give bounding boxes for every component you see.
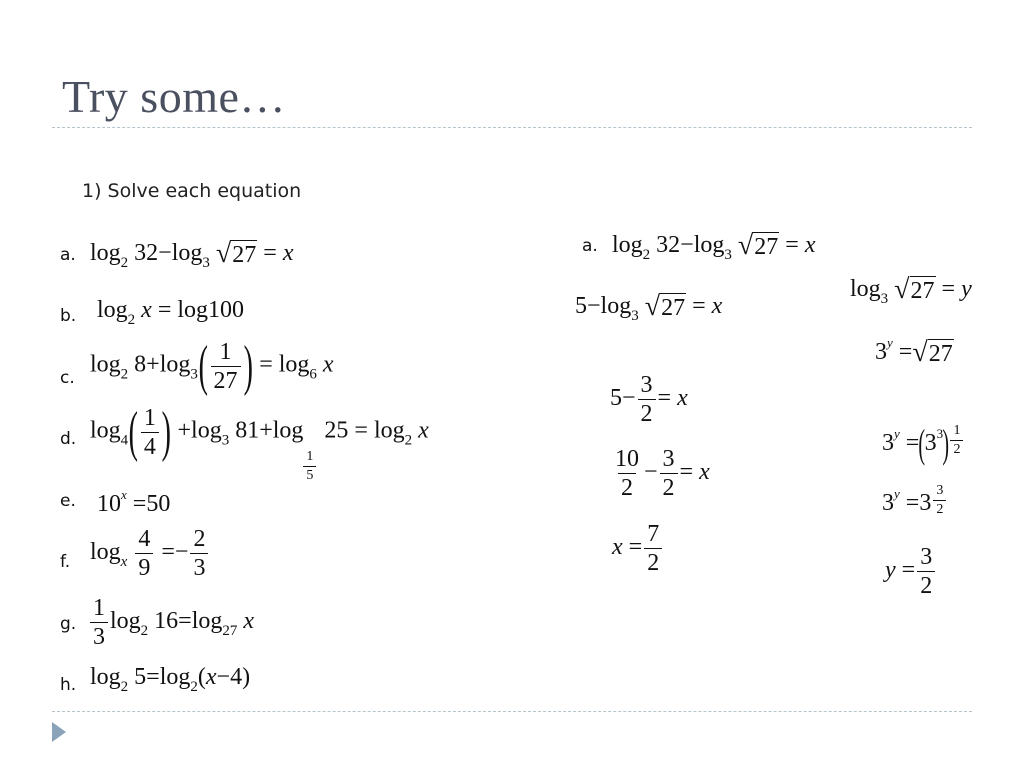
eq-text: x — [322, 351, 334, 378]
eq-text: 2 — [120, 255, 129, 271]
eq-text: 2 — [638, 399, 656, 426]
eq-text: 1 — [306, 448, 314, 464]
eq-text: 27 — [754, 234, 779, 260]
eq-text: − — [680, 232, 694, 258]
eq-text: 5 — [610, 385, 622, 412]
eq-text: 32 — [134, 240, 159, 266]
bullet-arrow-icon — [52, 722, 66, 742]
equation-c — [90, 335, 334, 397]
fraction — [612, 447, 642, 500]
solution-step-3 — [610, 373, 688, 426]
eq-text: 2 — [642, 247, 651, 263]
eq-text: log — [600, 293, 632, 319]
fraction — [660, 447, 678, 500]
eq-text: 7 — [647, 521, 660, 547]
top-divider — [52, 127, 972, 128]
eq-text: 3 — [640, 372, 653, 398]
eq-text: x — [699, 459, 710, 486]
eq-text: 32 — [656, 232, 681, 258]
eq-text: y — [894, 426, 900, 441]
eq-text: 27 — [232, 242, 257, 268]
eq-text: − — [158, 240, 172, 266]
eq-text: 3 — [202, 255, 210, 271]
eq-text: + — [177, 417, 192, 444]
bottom-divider — [52, 711, 972, 712]
eq-text: = — [898, 339, 913, 365]
eq-text: 3 — [90, 622, 108, 649]
eq-text: 27 — [910, 278, 935, 304]
eq-text: 3 — [190, 553, 208, 580]
eq-text: ( — [197, 664, 206, 690]
eq-text: = — [901, 557, 916, 584]
side-step-4 — [882, 484, 948, 517]
eq-text: = — [785, 232, 799, 258]
eq-text: + — [146, 351, 160, 378]
sqrt: √ 27 — [912, 337, 953, 368]
slide-title: Try some… — [62, 71, 286, 122]
eq-text: x — [612, 534, 623, 561]
sqrt: √ 27 — [644, 291, 686, 322]
eq-text: 81 — [235, 417, 260, 444]
label-e: e. — [60, 491, 76, 511]
eq-text: 3 — [920, 544, 933, 570]
eq-text: ( — [198, 335, 208, 397]
eq-text: 2 — [950, 440, 963, 457]
eq-text: x — [243, 608, 255, 635]
fraction — [90, 596, 108, 649]
eq-text: 3 — [924, 430, 937, 456]
eq-text: + — [259, 417, 273, 444]
eq-text: log — [97, 297, 128, 323]
eq-text: 3 — [875, 339, 887, 365]
eq-text: y — [885, 557, 896, 584]
eq-text: ( — [918, 421, 926, 467]
eq-text: 3 — [882, 430, 894, 456]
eq-text: log — [90, 351, 121, 378]
eq-text: = — [259, 351, 273, 378]
eq-text: 3 — [221, 432, 230, 449]
eq-text: x — [804, 232, 816, 258]
eq-text: 8 — [134, 351, 147, 378]
eq-text: y — [894, 486, 900, 501]
eq-text: x — [711, 293, 723, 319]
eq-text: log — [90, 539, 121, 566]
fraction — [644, 522, 662, 575]
sqrt: √ 27 — [894, 274, 935, 305]
eq-text: 3 — [880, 291, 889, 307]
eq-text: = — [905, 430, 920, 456]
equation-g — [88, 596, 254, 649]
side-step-3 — [882, 421, 965, 467]
eq-text: = — [905, 490, 920, 516]
eq-text: x — [120, 554, 128, 571]
eq-text: 5 — [134, 664, 147, 690]
eq-text: 2 — [140, 623, 149, 640]
eq-text: log — [171, 240, 203, 266]
eq-text: 2 — [660, 473, 678, 500]
eq-text: 6 — [309, 366, 317, 383]
eq-text: 27 — [661, 295, 686, 321]
eq-text: log — [90, 240, 121, 266]
eq-text: log — [693, 232, 725, 258]
fraction — [190, 527, 208, 580]
solution-step-2 — [575, 293, 722, 324]
eq-text: = — [354, 417, 368, 444]
equation-a — [90, 240, 293, 271]
label-f: f. — [60, 552, 71, 572]
eq-text: y — [887, 335, 893, 350]
eq-text: 1 — [953, 423, 961, 438]
side-step-5 — [885, 545, 937, 598]
eq-text: 2 — [127, 312, 136, 328]
eq-text: 2 — [917, 571, 935, 598]
eq-text: 2 — [404, 432, 413, 449]
eq-text: 3 — [190, 366, 198, 383]
eq-text: x — [141, 297, 152, 323]
eq-text: 27 — [211, 366, 241, 393]
eq-text: 1 — [219, 338, 232, 365]
eq-text: 3 — [936, 483, 944, 498]
eq-text: log — [373, 417, 405, 444]
eq-text: 10 — [97, 491, 121, 517]
fraction — [638, 373, 656, 426]
label-h: h. — [60, 675, 77, 695]
eq-text: − — [174, 539, 189, 566]
eq-text: 2 — [933, 500, 946, 517]
eq-text: 27 — [928, 341, 953, 367]
eq-text: − — [216, 664, 231, 690]
eq-text: y — [961, 276, 972, 302]
eq-text: 9 — [135, 553, 153, 580]
eq-text: log — [110, 608, 141, 635]
label-b: b. — [60, 306, 77, 326]
equation-d — [90, 401, 429, 483]
eq-text: = — [941, 276, 956, 302]
eq-text: 50 — [146, 491, 171, 517]
eq-text: 100 — [208, 297, 245, 323]
eq-text: x — [418, 417, 429, 444]
eq-text: = — [628, 534, 643, 561]
solution-label-a: a. — [582, 236, 598, 256]
eq-text: 3 — [724, 247, 732, 263]
fraction — [917, 545, 935, 598]
label-d: d. — [60, 429, 77, 449]
eq-text: 2 — [618, 473, 636, 500]
solution-step-4 — [610, 447, 710, 500]
eq-text: = — [263, 240, 277, 266]
eq-text: 3 — [631, 308, 639, 324]
eq-text: = — [657, 385, 672, 412]
eq-text: 2 — [193, 526, 206, 552]
eq-text: ) — [242, 664, 251, 690]
eq-text: = — [157, 297, 172, 323]
eq-text: 2 — [120, 366, 129, 383]
equation-b — [97, 298, 244, 328]
eq-text: = — [146, 664, 160, 690]
eq-text: 1 — [93, 595, 105, 621]
side-step-2 — [875, 336, 954, 367]
eq-text: = — [679, 459, 694, 486]
eq-text: x — [677, 385, 688, 412]
eq-text: log — [191, 608, 223, 635]
eq-text: 3 — [919, 490, 932, 516]
eq-text: log — [90, 417, 121, 444]
fraction — [950, 424, 963, 457]
label-c: c. — [60, 368, 75, 388]
eq-text: − — [644, 459, 658, 486]
eq-text: log — [850, 276, 881, 302]
eq-text: log — [612, 232, 643, 258]
eq-text: = — [692, 293, 706, 319]
label-g: g. — [60, 614, 77, 634]
eq-text: − — [587, 293, 601, 319]
equation-f — [90, 527, 210, 580]
eq-text: 3 — [662, 446, 675, 472]
eq-text: 25 — [324, 417, 349, 444]
fraction — [135, 527, 153, 580]
sqrt: √ 27 — [737, 230, 779, 261]
eq-text: x — [121, 487, 127, 502]
eq-text: log — [159, 351, 191, 378]
eq-text: 10 — [615, 446, 639, 472]
label-a: a. — [60, 245, 76, 265]
eq-text: ) — [161, 401, 171, 463]
eq-text: 2 — [120, 679, 129, 695]
solution-step-5 — [612, 522, 664, 575]
eq-text: = — [178, 608, 192, 635]
eq-text: 2 — [644, 548, 662, 575]
eq-text: log — [278, 351, 310, 378]
eq-text: x — [282, 240, 294, 266]
eq-text: log — [90, 664, 121, 690]
eq-text: log — [159, 664, 191, 690]
eq-text: ) — [942, 421, 950, 467]
eq-text: 1 — [143, 404, 156, 431]
sqrt: √ 27 — [215, 238, 257, 269]
fraction — [303, 450, 316, 483]
eq-text: 4 — [138, 526, 151, 552]
side-step-1 — [850, 276, 972, 307]
eq-text: 3 — [882, 490, 894, 516]
eq-text: = — [161, 539, 175, 566]
eq-text: 2 — [190, 679, 198, 695]
eq-text: log — [272, 417, 304, 444]
eq-text: 16 — [154, 608, 179, 635]
eq-text: x — [205, 664, 217, 690]
fraction — [211, 340, 241, 393]
eq-text: 3 — [936, 426, 944, 441]
eq-text: = — [132, 491, 147, 517]
eq-text: − — [622, 385, 636, 412]
eq-text: 27 — [222, 623, 238, 640]
equation-e — [97, 488, 170, 516]
solution-step-1 — [612, 232, 815, 263]
eq-text: 4 — [230, 664, 243, 690]
equation-h — [90, 665, 250, 695]
fraction — [933, 484, 946, 517]
eq-text: 5 — [303, 466, 316, 483]
eq-text: 4 — [120, 432, 129, 449]
instruction-text: 1) Solve each equation — [82, 180, 302, 202]
eq-text: 5 — [575, 293, 587, 319]
eq-text: log — [177, 297, 209, 323]
eq-text: 4 — [141, 432, 159, 459]
fraction — [141, 406, 159, 459]
eq-text: ) — [243, 335, 253, 397]
eq-text: log — [191, 417, 222, 444]
eq-text: ( — [128, 401, 139, 463]
